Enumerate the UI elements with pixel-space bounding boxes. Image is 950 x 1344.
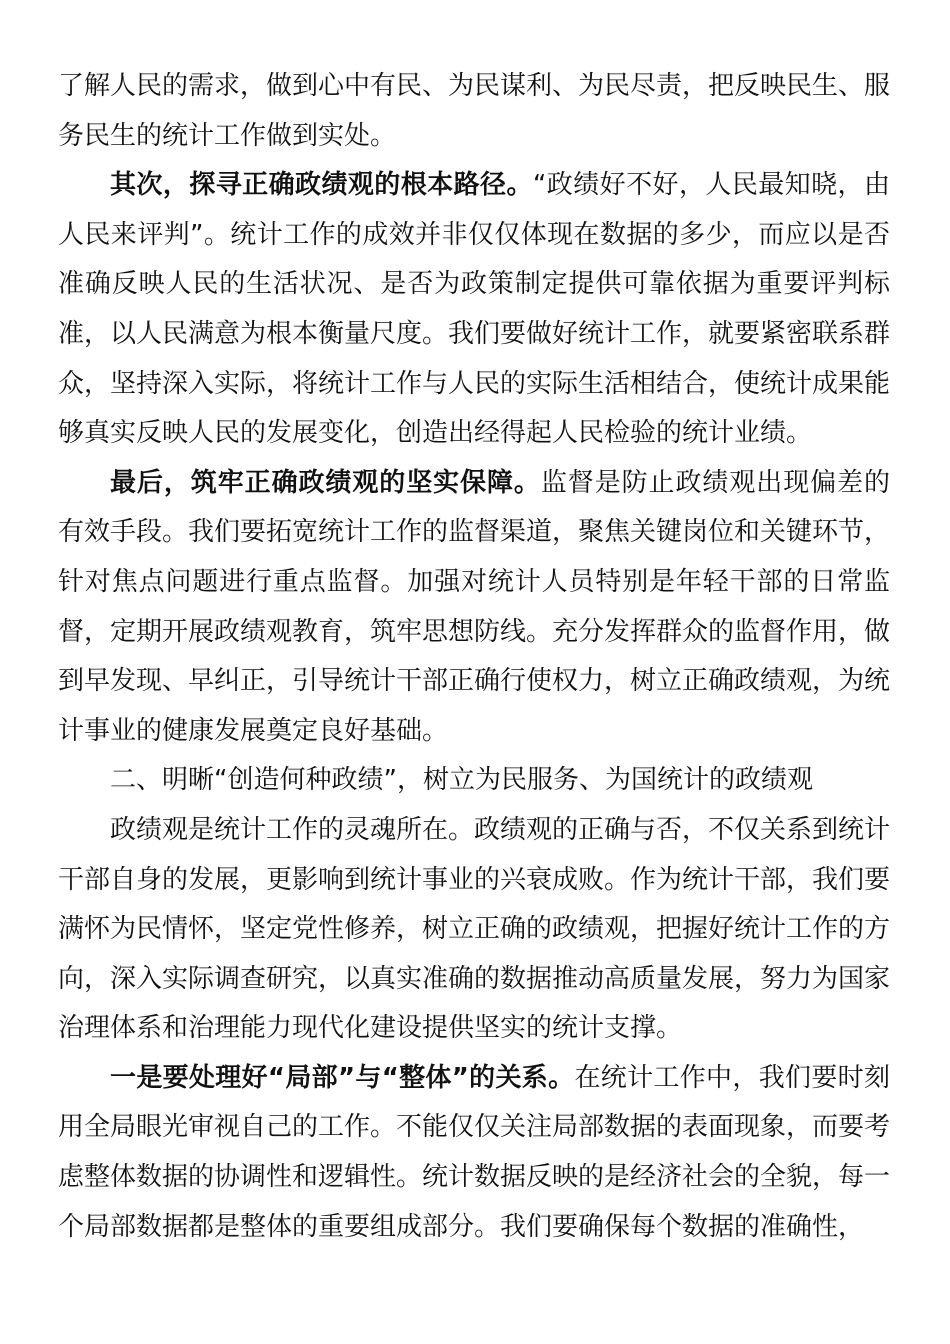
paragraph-1 — [58, 62, 890, 161]
section-heading-2-text: 二、明晰“创造何种政绩”，树立为民服务、为国统计的政绩观 — [110, 765, 813, 796]
paragraph-3 — [58, 459, 890, 757]
paragraph-6-heading: 一是要处理好“局部”与“整体”的关系。 — [110, 1062, 575, 1093]
paragraph-5-text: 政绩观是统计工作的灵魂所在。政绩观的正确与否，不仅关系到统计干部自身的发展，更影响到统计事业的兴衰成败。作为统计干部，我们要满怀为民情怀，坚定党性修养，树立正确的政绩观，把握好统计工作的方向，深入实际调查研究，以真实准确的数据推动高质量发展，努力为国家治理体系和治理能力现代化建设提供坚实的统计支撑。 — [58, 814, 891, 1044]
paragraph-2-heading: 其次，探寻正确政绩观的根本路径。 — [110, 170, 533, 201]
paragraph-6 — [58, 1054, 890, 1252]
section-heading-2 — [58, 756, 890, 806]
paragraph-3-text: 监督是防止政绩观出现偏差的有效手段。我们要拓宽统计工作的监督渠道，聚焦关键岗位和关键环节，针对焦点问题进行重点监督。加强对统计人员特别是年轻干部的日常监督，定期开展政绩观教育，筑牢思想防线。充分发挥群众的监督作用，做到早发现、早纠正，引导统计干部正确行使权力，树立正确政绩观，为统计事业的健康发展奠定良好基础。 — [58, 467, 891, 746]
paragraph-2-text: “政绩好不好，人民最知晓，由人民来评判”。统计工作的成效并非仅仅体现在数据的多少，而应以是否准确反映人民的生活状况、是否为政策制定提供可靠依据为重要评判标准，以人民满意为根本衡量尺度。我们要做好统计工作，就要紧密联系群众，坚持深入实际，将统计工作与人民的实际生活相结合，使统计成果能够真实反映人民的发展变化，创造出经得起人民检验的统计业绩。 — [58, 170, 891, 449]
paragraph-1-text: 了解人民的需求，做到心中有民、为民谋利、为民尽责，把反映民生、服务民生的统计工作做到实处。 — [58, 71, 891, 151]
document-page — [58, 62, 890, 1252]
paragraph-2 — [58, 161, 890, 459]
paragraph-6-text: 在统计工作中，我们要时刻用全局眼光审视自己的工作。不能仅仅关注局部数据的表面现象，而要考虑整体数据的协调性和逻辑性。统计数据反映的是经济社会的全貌，每一个局部数据都是整体的重要组成部分。我们要确保每个数据的准确性， — [58, 1062, 891, 1242]
paragraph-5 — [58, 806, 890, 1054]
paragraph-3-heading: 最后，筑牢正确政绩观的坚实保障。 — [110, 467, 541, 498]
